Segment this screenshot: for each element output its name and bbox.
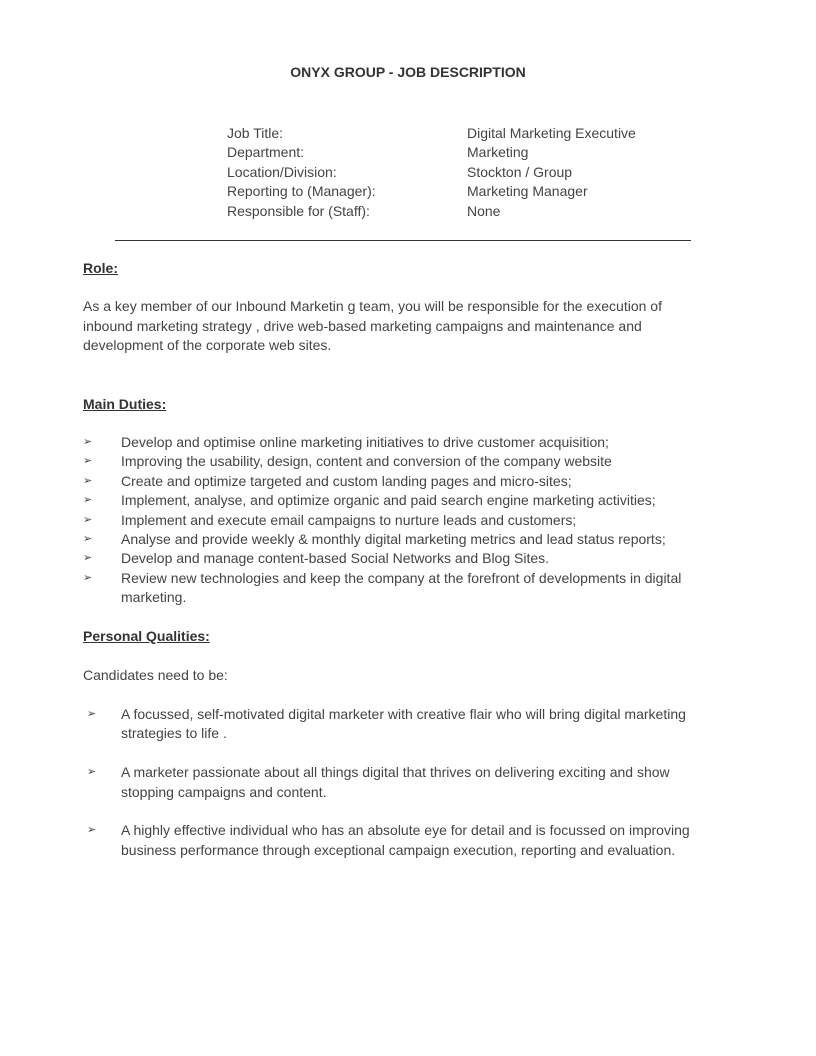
main-duties-list bbox=[83, 433, 723, 608]
list-item-text: A marketer passionate about all things digital that thrives on delivering exciting and show stopping campaigns and content. bbox=[121, 764, 670, 800]
job-info-table bbox=[227, 124, 687, 221]
info-row-responsible bbox=[227, 202, 687, 221]
arrowhead-bullet-icon: ➢ bbox=[87, 708, 97, 720]
arrowhead-bullet-icon: ➢ bbox=[83, 436, 93, 448]
list-item-text: Review new technologies and keep the company at the forefront of developments in digital marketing. bbox=[121, 569, 682, 606]
horizontal-divider bbox=[115, 240, 691, 241]
list-item bbox=[83, 821, 723, 860]
list-item-text: Implement and execute email campaigns to nurture leads and customers; bbox=[121, 511, 577, 528]
arrowhead-bullet-icon: ➢ bbox=[83, 494, 93, 507]
list-item bbox=[83, 491, 723, 510]
info-row-department bbox=[227, 143, 687, 162]
qualities-intro: Candidates need to be: bbox=[83, 667, 228, 683]
list-item bbox=[83, 511, 723, 530]
list-item-text: Analyse and provide weekly & monthly digital marketing metrics and lead status reports; bbox=[121, 531, 666, 548]
info-label: Location/Division: bbox=[227, 163, 337, 180]
list-item bbox=[83, 433, 723, 452]
info-label: Reporting to (Manager): bbox=[227, 183, 376, 200]
list-item-text: Develop and optimise online marketing initiatives to drive customer acquisition; bbox=[121, 434, 609, 450]
list-item-text: A highly effective individual who has an absolute eye for detail and is focussed on improving business performance through exceptional campaign execution, reporting and evaluation. bbox=[121, 822, 690, 858]
list-item bbox=[83, 530, 723, 549]
arrowhead-bullet-icon: ➢ bbox=[83, 474, 93, 487]
info-value: None bbox=[467, 202, 501, 219]
list-item-text: Implement, analyse, and optimize organic and paid search engine marketing activities; bbox=[121, 492, 656, 509]
personal-qualities-list bbox=[83, 705, 723, 880]
arrowhead-bullet-icon: ➢ bbox=[87, 824, 97, 837]
personal-qualities-heading: Personal Qualities: bbox=[83, 628, 210, 644]
list-item bbox=[83, 569, 723, 608]
arrowhead-bullet-icon: ➢ bbox=[83, 571, 93, 584]
info-label: Job Title: bbox=[227, 125, 284, 141]
role-paragraph: As a key member of our Inbound Marketin g team, you will be responsible for the execution of inbound marketing strategy , drive web-based marketing campaigns and maintenance and development of the corporate web sites. bbox=[83, 298, 662, 354]
list-item bbox=[83, 705, 723, 744]
info-value: Marketing bbox=[467, 144, 529, 161]
arrowhead-bullet-icon: ➢ bbox=[83, 533, 93, 546]
list-item bbox=[83, 549, 723, 568]
document-title: ONYX GROUP - JOB DESCRIPTION bbox=[290, 64, 526, 80]
info-row-job-title bbox=[227, 124, 687, 143]
arrowhead-bullet-icon: ➢ bbox=[83, 513, 93, 526]
info-label: Responsible for (Staff): bbox=[227, 202, 370, 219]
arrowhead-bullet-icon: ➢ bbox=[87, 766, 97, 779]
list-item-text: Develop and manage content-based Social Networks and Blog Sites. bbox=[121, 550, 550, 567]
list-item-text: A focussed, self-motivated digital marketer with creative flair who will bring digital marketing strategies to life . bbox=[121, 706, 686, 742]
list-item bbox=[83, 452, 723, 471]
role-heading: Role: bbox=[83, 260, 118, 276]
info-label: Department: bbox=[227, 144, 305, 161]
list-item-text: Improving the usability, design, content and conversion of the company website bbox=[121, 453, 612, 470]
main-duties-heading: Main Duties: bbox=[83, 396, 167, 412]
info-value: Marketing Manager bbox=[467, 183, 588, 200]
list-item-text: Create and optimize targeted and custom landing pages and micro-sites; bbox=[121, 472, 572, 489]
info-value: Stockton / Group bbox=[467, 163, 573, 180]
list-item bbox=[83, 763, 723, 802]
list-item bbox=[83, 472, 723, 491]
info-value: Digital Marketing Executive bbox=[467, 125, 636, 141]
info-row-reporting bbox=[227, 182, 687, 201]
info-row-location bbox=[227, 163, 687, 182]
arrowhead-bullet-icon: ➢ bbox=[83, 552, 93, 565]
arrowhead-bullet-icon: ➢ bbox=[83, 455, 93, 468]
